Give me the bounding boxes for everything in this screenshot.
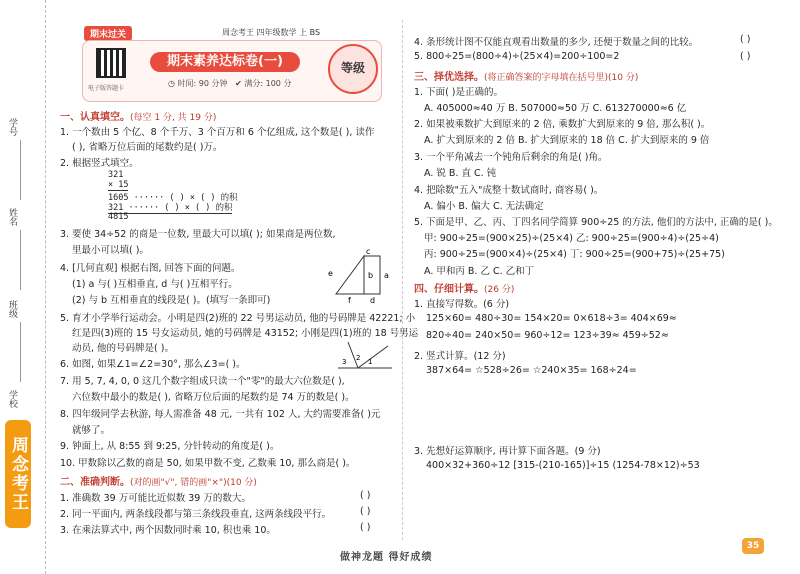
fill-line[interactable] (20, 322, 21, 382)
label-b: b (368, 271, 374, 280)
brand-logo: 周念考王 (5, 420, 31, 528)
choice-4: 4. 把除数"五入"成整十数试商时, 商容易( )。 (414, 185, 604, 196)
judge-2-answer[interactable]: ( ) (360, 506, 371, 517)
student-id-label: 学号 (7, 118, 17, 136)
calc-task-3: 3. 先想好运算顺序, 再计算下面各题。(9 分) (414, 446, 601, 457)
grade-box[interactable]: 等级 (328, 44, 378, 94)
exam-meta (168, 78, 291, 89)
question-8-line-2: 就够了。 (72, 425, 111, 436)
choice-3-options[interactable]: A. 锐 B. 直 C. 钝 (424, 168, 497, 179)
name-label: 姓名 (7, 208, 17, 226)
time-limit: 时间: 90 分钟 (177, 79, 228, 88)
judge-4: 4. 条形统计图不仅能直观看出数量的多少, 还便于数量之间的比较。 (414, 37, 699, 48)
clock-icon: ◷ (168, 79, 175, 88)
direct-calc-row-1: 125×60= 480÷30= 154×20= 0×618÷3= 404×69≈ (426, 313, 677, 324)
vertical-calc-row: 387×64= ☆528÷26= ☆240×35= 168÷24= (426, 365, 637, 376)
question-4-part-2: (2) 与 b 互相垂直的线段是( )。(填写一条即可) (72, 295, 271, 306)
angle-1-label: 1 (368, 358, 373, 366)
judge-5: 5. 800÷25=(800÷4)÷(25×4)=200÷100=2 (414, 51, 620, 62)
question-7-line-1: 7. 用 5, 7, 4, 0, 0 这几个数字组成只读一个"零"的最大六位数是( ), (60, 376, 345, 387)
question-9: 9. 钟面上, 从 8:55 到 9:25, 分针转动的角度是( )。 (60, 441, 280, 452)
question-1-line-1: 1. 一个数由 5 个亿、8 个千万、3 个百万和 6 个亿组成, 这个数是( ), 读作 (60, 127, 375, 138)
column-divider (402, 20, 403, 540)
section-3-title: 三、择优选择。(将正确答案的字母填在括号里)(10 分) (414, 72, 639, 83)
binding-strip (0, 0, 46, 574)
choice-4-options[interactable]: A. 偏小 B. 偏大 C. 无法确定 (424, 201, 544, 212)
question-4-part-1: (1) a 与( )互相垂直, d 与( )互相平行。 (72, 279, 238, 290)
choice-1: 1. 下面( )是正确的。 (414, 87, 504, 98)
label-c: c (366, 247, 371, 256)
full-score: 满分: 100 分 (244, 79, 292, 88)
choice-5-methods-1: 甲: 900÷25=(900×25)÷(25×4) 乙: 900÷25=(900÷4)÷(25÷4) (424, 233, 719, 244)
judge-5-answer[interactable]: ( ) (740, 51, 751, 62)
judge-4-answer[interactable]: ( ) (740, 34, 751, 45)
judge-3-answer[interactable]: ( ) (360, 522, 371, 533)
fill-line[interactable] (20, 140, 21, 200)
section-2-title: 二、准确判断。(对的画"√", 错的画"×")(10 分) (60, 477, 257, 488)
judge-1-answer[interactable]: ( ) (360, 490, 371, 501)
calc-line: × 15 (108, 180, 129, 190)
calc-line: 1605 ······ ( ) × ( ) 的积 (108, 193, 238, 203)
page-number: 35 (742, 538, 764, 554)
footer-slogan: 做神龙题 得好成绩 (340, 552, 433, 563)
choice-5: 5. 下面是甲、乙、丙、丁四名同学简算 900÷25 的方法, 他们的方法中, 正确的是( )。 (414, 217, 778, 228)
fill-line[interactable] (20, 230, 21, 290)
school-label: 学校 (7, 390, 17, 408)
qr-code-icon[interactable] (96, 48, 126, 78)
question-5-line-2: 红是四(3)班的 15 号女运动员, 她的号码牌是 43152; 小刚是四(1)班的 18 号男运 (72, 328, 419, 339)
question-1-line-2: ( ), 省略万位后面的尾数约是( )万。 (72, 142, 223, 153)
choice-5-options[interactable]: A. 甲和丙 B. 乙 C. 乙和丁 (424, 266, 535, 277)
calc-line: 321 ······ ( ) × ( ) 的积 (108, 203, 233, 213)
choice-5-methods-2: 丙: 900÷25=(900×4)÷(25×4) 丁: 900÷25=(900+75)÷(25+75) (424, 249, 725, 260)
calc-line: 321 (108, 170, 124, 180)
section-4-title: 四、仔细计算。(26 分) (414, 284, 515, 295)
angle-3-label: 3 (342, 358, 347, 366)
question-3-line-1: 3. 要使 34÷52 的商是一位数, 里最大可以填( ); 如果商是两位数, (60, 229, 336, 240)
question-5-line-3: 动员, 他的号码牌是( )。 (72, 343, 174, 354)
geometry-figure (326, 246, 396, 304)
final-exam-badge: 期末过关 (84, 26, 132, 41)
question-8-line-1: 8. 四年级同学去秋游, 每人需准备 48 元, 一共有 102 人, 大约需要准备( )元 (60, 409, 381, 420)
calc-task-2: 2. 竖式计算。(12 分) (414, 351, 506, 362)
section-1-title: 一、认真填空。(每空 1 分, 共 19 分) (60, 112, 217, 123)
page-title: 期末素养达标卷(一) (150, 52, 300, 72)
judge-1: 1. 准确数 39 万可能比近似数 39 万的数大。 (60, 493, 251, 504)
judge-2: 2. 同一平面内, 两条线段都与第三条线段垂直, 这两条线段平行。 (60, 509, 332, 520)
series-label: 周念考王 四年级数学 上 BS (222, 28, 321, 37)
choice-1-options[interactable]: A. 405000≈40 万 B. 507000≈50 万 C. 613270000≈6 亿 (424, 103, 687, 114)
calc-line: 4815 (108, 212, 129, 222)
question-4: 4. [几何直观] 根据右图, 回答下面的问题。 (60, 263, 241, 274)
direct-calc-row-2: 820÷40= 240×50= 960÷12= 123÷39≈ 459÷52≈ (426, 330, 669, 341)
question-3-line-2: 里最小可以填( )。 (72, 245, 149, 256)
qr-caption: 电子版答题卡 (88, 85, 125, 92)
question-10: 10. 甲数除以乙数的商是 50, 如果甲数不变, 乙数乘 10, 那么商是( )。 (60, 458, 356, 469)
label-f: f (348, 296, 351, 304)
calc-task-1: 1. 直接写得数。(6 分) (414, 299, 510, 310)
choice-3: 3. 一个平角减去一个钝角后剩余的角是( )角。 (414, 152, 608, 163)
judge-3: 3. 在乘法算式中, 两个因数同时乘 10, 积也乘 10。 (60, 525, 276, 536)
question-6: 6. 如图, 如果∠1=∠2=30°, 那么∠3=( )。 (60, 359, 246, 370)
question-2: 2. 根据竖式填空。 (60, 158, 139, 169)
class-label: 班级 (7, 300, 17, 318)
order-calc-row: 400×32+360÷12 [315-(210-165)]÷15 (1254-78×12)÷53 (426, 460, 700, 471)
label-a: a (384, 271, 389, 280)
angle-figure (334, 338, 394, 374)
check-icon: ✔ (235, 79, 242, 88)
label-e: e (328, 269, 333, 278)
question-5-line-1: 5. 育才小学举行运动会。小明是四(2)班的 22 号男运动员, 他的号码牌是 42221; 小 (60, 313, 416, 324)
question-7-line-2: 六位数中最小的数是( ), 省略万位后面的尾数约是 74 万的数是( )。 (72, 392, 355, 403)
angle-2-label: 2 (356, 354, 361, 362)
label-d: d (370, 296, 376, 304)
choice-2: 2. 如果被乘数扩大到原来的 2 倍, 乘数扩大到原来的 9 倍, 那么积( )。 (414, 119, 711, 130)
choice-2-options[interactable]: A. 扩大到原来的 2 倍 B. 扩大到原来的 18 倍 C. 扩大到原来的 9 倍 (424, 135, 710, 146)
